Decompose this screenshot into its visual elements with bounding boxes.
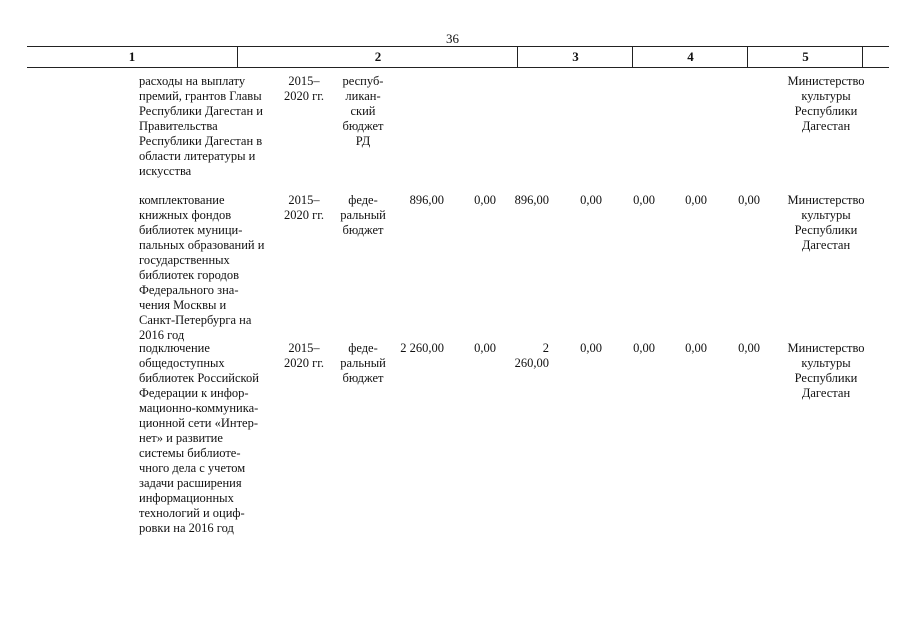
- row-period: 2015– 2020 гг.: [283, 193, 325, 222]
- row-value-2015: 0,00: [474, 341, 496, 355]
- row-value-2017: 0,00: [580, 341, 602, 355]
- row-funding-source: феде- ральный бюджет: [340, 193, 386, 237]
- row-description: расходы на выплату премий, грантов Главы Республики Дагестан и Правительства Республики Дагестан в области литературы и искусства: [139, 74, 263, 178]
- row-description: комплектование книжных фондов библиотек муници- пальных образований и государственных библиотек городов Федерального зна- чения Москвы и Санкт-Петербурга на 2016 год: [139, 193, 265, 342]
- row-value-2017: 0,00: [580, 193, 602, 207]
- row-description: подключение общедоступных библиотек Российской Федерации к инфор- мационно-коммуника- ционной сети «Интер- нет» и развитие системы библиоте- чного дела с учетом задачи расширения информационных технологий и оциф- ровки на 2016 год: [139, 341, 259, 535]
- page-number: 36: [446, 31, 459, 46]
- header-col-end: [862, 47, 889, 67]
- header-col-5: 5: [747, 47, 863, 67]
- header-col-1: 1: [128, 49, 136, 64]
- row-executor: Министерство культуры Республики Дагестан: [787, 341, 865, 400]
- row-executor: Министерство культуры Республики Дагестан: [787, 74, 865, 133]
- row-value-2019: 0,00: [685, 193, 707, 207]
- row-funding-source: респуб- ликан- ский бюджет РД: [342, 74, 384, 148]
- header-col-3: 3: [517, 47, 633, 67]
- row-value-total: 2 260,00: [400, 341, 444, 355]
- header-col-4: 4: [632, 47, 748, 67]
- header-col-2: 2: [237, 47, 518, 67]
- row-funding-source: феде- ральный бюджет: [340, 341, 386, 385]
- row-value-2015: 0,00: [474, 193, 496, 207]
- row-value-total: 896,00: [409, 193, 444, 207]
- row-value-2016: 896,00: [514, 193, 549, 207]
- row-value-2020: 0,00: [738, 341, 760, 355]
- row-executor: Министерство культуры Республики Дагестан: [787, 193, 865, 252]
- row-value-2019: 0,00: [685, 341, 707, 355]
- row-period: 2015– 2020 гг.: [283, 341, 325, 370]
- row-value-2018: 0,00: [633, 341, 655, 355]
- table-header: [27, 46, 889, 68]
- row-value-2016: 2 260,00: [514, 341, 549, 370]
- row-period: 2015– 2020 гг.: [283, 74, 325, 103]
- row-value-2020: 0,00: [738, 193, 760, 207]
- row-value-2018: 0,00: [633, 193, 655, 207]
